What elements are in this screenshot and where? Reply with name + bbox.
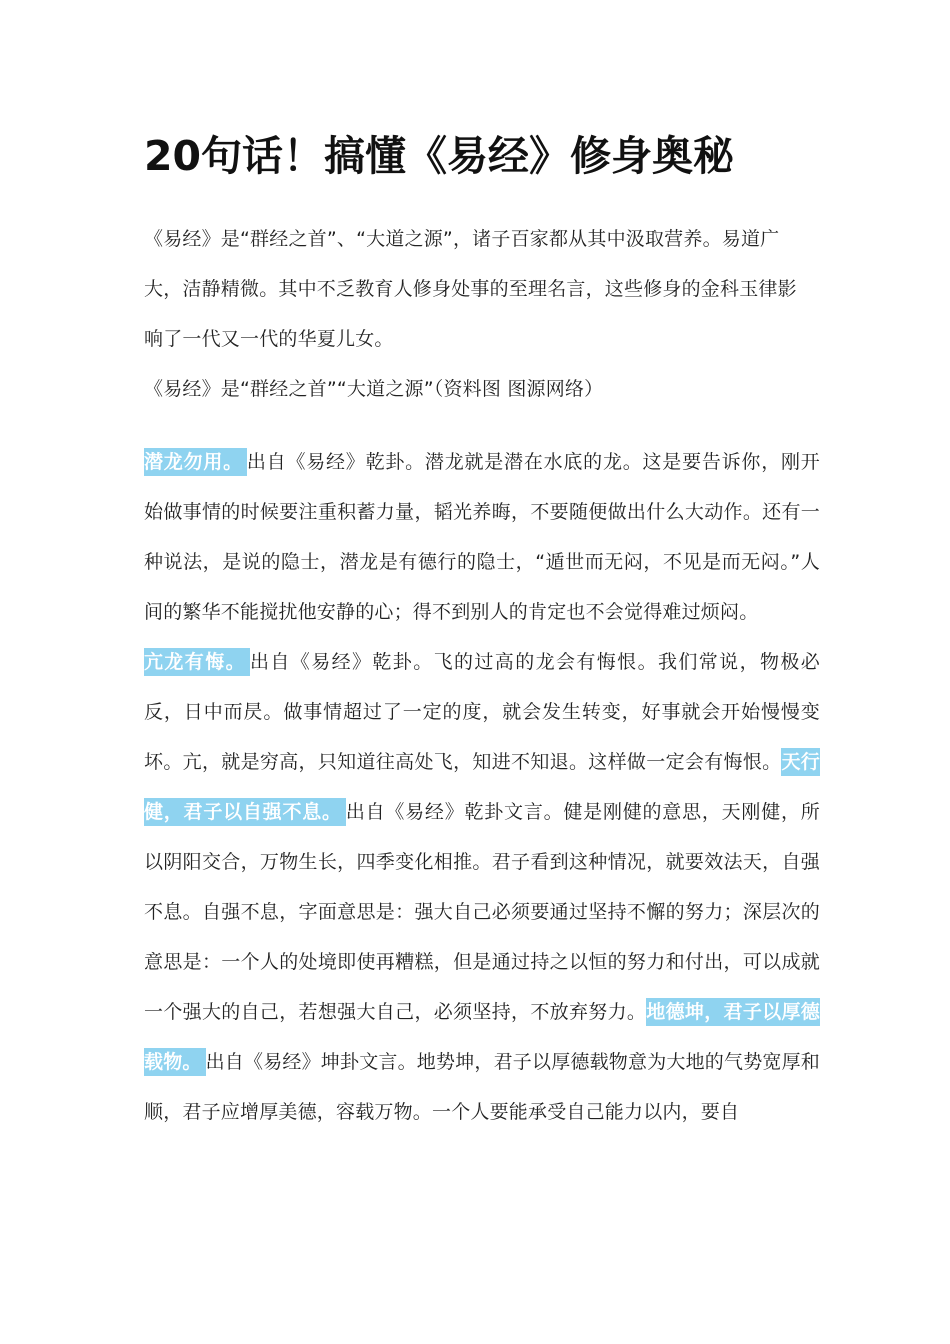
quote-explanation: 出自《易经》坤卦文言。地势坤，君子以厚德载物意为大地的气势宽厚和顺，君子应增厚美德，容载万物。一个人要能承受自己能力以内，要自	[144, 1051, 821, 1123]
highlighted-quote: 地德坤，君子以厚德载物。	[144, 998, 820, 1076]
quote-explanation: 出自《易经》乾卦。潜龙就是潜在水底的龙。这是要告诉你，刚开始做事情的时候要注重积蓄力量，韬光养晦，不要随便做出什么大动作。还有一种说法，是说的隐士，潜龙是有德行的隐士，“遁世而无闷，不见是而无闷。”人间的繁华不能搅扰他安静的心；得不到别人的肯定也不会觉得难过烦闷。	[144, 451, 820, 623]
highlighted-quote: 天行健，君子以自强不息。	[144, 748, 820, 826]
highlighted-quote: 潜龙勿用。	[144, 448, 247, 476]
image-caption: 《易经》是“群经之首”“大道之源”（资料图 图源网络）	[144, 378, 604, 400]
quote-explanation: 出自《易经》乾卦。飞的过高的龙会有悔恨。我们常说，物极必反，日中而昃。做事情超过了一定的度，就会发生转变，好事就会开始慢慢变坏。亢，就是穷高，只知道往高处飞，知进不知退。这样做一定会有悔恨。	[144, 651, 820, 773]
quote-explanation: 出自《易经》乾卦文言。健是刚健的意思，天刚健，所以阴阳交合，万物生长，四季变化相推。君子看到这种情况，就要效法天，自强不息。自强不息，字面意思是：强大自己必须要通过坚持不懈的努力；深层次的意思是：一个人的处境即使再糟糕，但是通过持之以恒的努力和付出，可以成就一个强大的自己，若想强大自己，必须坚持，不放弃努力。	[144, 801, 820, 1023]
quotes-paragraph	[144, 437, 820, 1137]
page-title: 20句话！搞懂《易经》修身奥秘	[144, 132, 735, 180]
highlighted-quote: 亢龙有悔。	[144, 648, 250, 676]
intro-paragraph: 《易经》是“群经之首”、“大道之源”，诸子百家都从其中汲取营养。易道广大，洁静精微。其中不乏教育人修身处事的至理名言，这些修身的金科玉律影响了一代又一代的华夏儿女。	[144, 228, 797, 350]
